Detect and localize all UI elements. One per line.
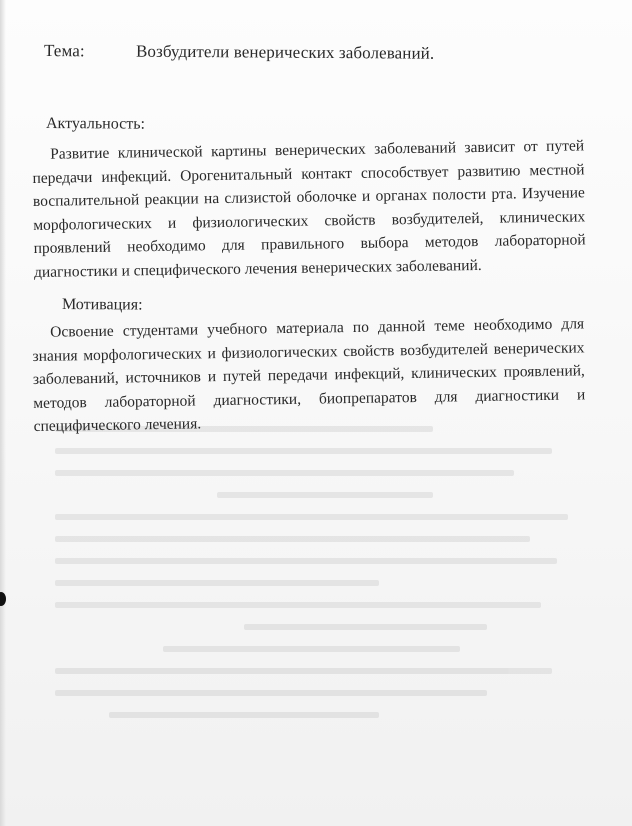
page-edge-shadow [0,0,6,826]
topic-line [44,41,584,65]
topic-title: Возбудители венерических заболеваний. [135,41,435,63]
reverse-side-show-through [55,410,595,810]
relevance-paragraph: Развитие клинической картины венерических заболеваний зависит от путей передачи инфекций. Орогенитальный контакт способствует развитию местной воспалительной реакции на слизистой оболочке и органах полости рта. Изучение морфологических и физиологических свойств возбудителей, клинических проявлений необходимо для правильного выбора методов лабораторной диагностики и специфического лечения венерических заболеваний. [32,137,586,281]
motivation-paragraph: Освоение студентами учебного материала по данной теме необходимо для знания морфологических и физиологических свойств возбудителей венерических заболеваний, источников и путей передачи инфекций, клинических проявлений, методов лабораторной диагностики, биопрепаратов для диагностики и специфического лечения. [32,315,586,435]
motivation-heading: Мотивация: [61,296,143,314]
topic-label: Тема: [43,41,85,61]
relevance-heading: Актуальность: [45,115,146,133]
